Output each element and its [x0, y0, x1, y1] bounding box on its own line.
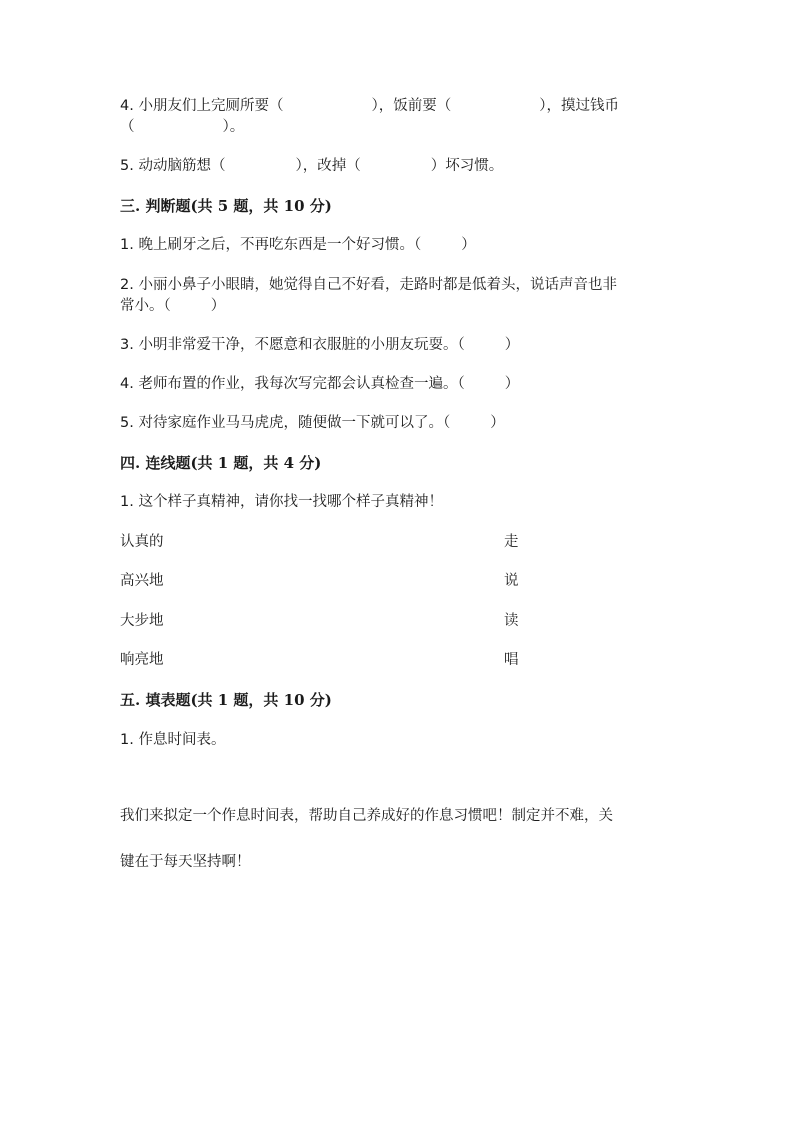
match-right-item[interactable]: 读	[504, 613, 519, 629]
match-right-item[interactable]: 走	[504, 534, 519, 550]
q5-text-b: ），改掉（	[295, 158, 361, 174]
fill-in-question-4-line-1	[120, 96, 619, 116]
question-text: 3. 小明非常爱干净，不愿意和衣服脏的小朋友玩耍。（	[120, 337, 465, 353]
bracket-close: ）	[504, 337, 520, 353]
match-left-item[interactable]: 大步地	[120, 613, 164, 629]
bracket-close: ）	[461, 237, 476, 253]
bracket-close: ）	[210, 298, 226, 314]
question-text: 2. 小丽小鼻子小眼睛，她觉得自己不好看，走路时都是低着头，说话声音也非	[120, 277, 617, 293]
judge-question-5	[120, 413, 505, 433]
judge-question-2-line-1	[120, 275, 617, 295]
q4-text-d: （	[120, 119, 135, 135]
question-text: 常小。（	[120, 298, 171, 314]
fill-in-question-4-line-2	[120, 117, 244, 137]
match-left-item[interactable]: 高兴地	[120, 573, 164, 589]
q5-text-c: ）坏习惯。	[430, 158, 504, 174]
q4-text-b: ），饭前要（	[371, 98, 452, 114]
fill-in-question-5	[120, 156, 503, 176]
match-left-item[interactable]: 响亮地	[120, 652, 164, 668]
judge-question-2-line-2	[120, 296, 225, 316]
section-3-heading: 三. 判断题(共 5 题，共 10 分)	[120, 197, 332, 215]
q5-text-a: 5. 动动脑筋想（	[120, 158, 226, 174]
table-question-1: 1. 作息时间表。	[120, 732, 226, 748]
instruction-paragraph-line-2: 键在于每天坚持啊！	[120, 854, 251, 870]
bracket-close: ）	[504, 376, 520, 392]
judge-question-4	[120, 374, 519, 394]
judge-question-3	[120, 335, 519, 355]
section-5-heading: 五. 填表题(共 1 题，共 10 分)	[120, 691, 332, 709]
section-4-heading: 四. 连线题(共 1 题，共 4 分)	[120, 454, 322, 472]
match-left-item[interactable]: 认真的	[120, 534, 164, 550]
instruction-paragraph-line-1: 我们来拟定一个作息时间表，帮助自己养成好的作息习惯吧！制定并不难，关	[120, 808, 613, 824]
q4-text-a: 4. 小朋友们上完厕所要（	[120, 98, 284, 114]
matching-question-1: 1. 这个样子真精神，请你找一找哪个样子真精神！	[120, 494, 443, 510]
question-text: 4. 老师布置的作业，我每次写完都会认真检查一遍。（	[120, 376, 465, 392]
match-right-item[interactable]: 说	[504, 573, 519, 589]
bracket-close: ）	[490, 415, 505, 431]
question-text: 5. 对待家庭作业马马虎虎，随便做一下就可以了。（	[120, 415, 451, 431]
judge-question-1	[120, 235, 476, 255]
q4-text-e: ）。	[222, 119, 245, 135]
question-text: 1. 晚上刷牙之后，不再吃东西是一个好习惯。（	[120, 237, 422, 253]
match-right-item[interactable]: 唱	[504, 652, 519, 668]
q4-text-c: ），摸过钱币	[539, 98, 619, 114]
